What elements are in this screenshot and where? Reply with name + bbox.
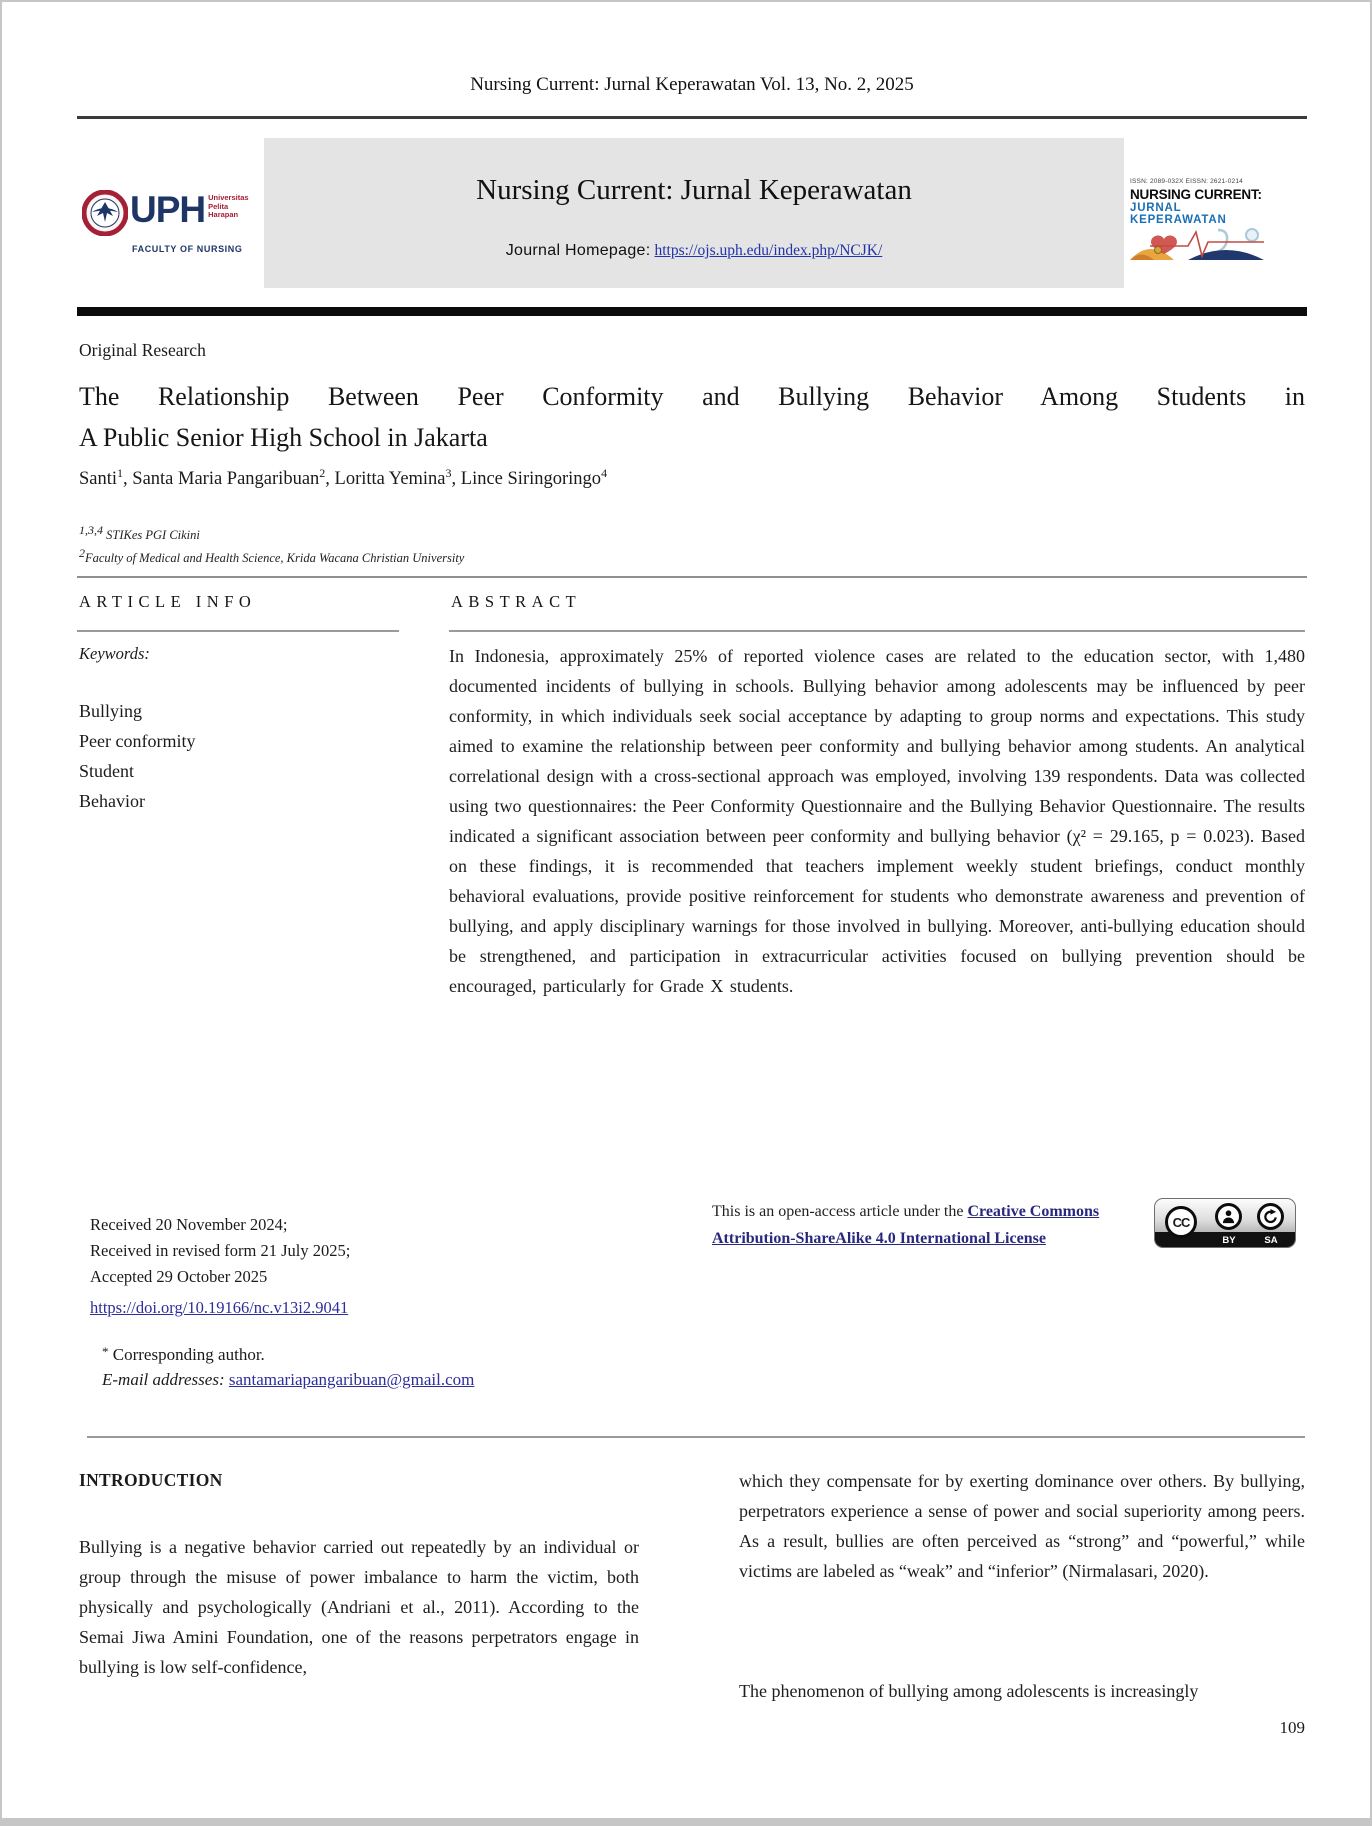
introduction-right-column-p1: which they compensate for by exerting dominance over others. By bullying, perpetrators experience a sense of power and social superiority among peers. As a result, bullies are often perceived as “strong” and “powerful,” while victims are labeled as “weak” and “inferior” (Nirmalasari, 2020).	[739, 1471, 1305, 1581]
email-row	[102, 1370, 474, 1390]
journal-logo-title: NURSING CURRENT:	[1130, 187, 1262, 202]
uph-line1: Universitas	[208, 193, 249, 202]
affiliation-1	[79, 522, 464, 545]
introduction-heading: INTRODUCTION	[79, 1470, 223, 1490]
journal-title: Nursing Current: Jurnal Keperawatan	[476, 174, 912, 206]
license-statement	[712, 1198, 1182, 1252]
cc-by-sa-badge[interactable]	[1154, 1198, 1296, 1248]
journal-logo-illustration	[1130, 226, 1270, 265]
journal-logo	[1130, 178, 1270, 265]
article-info-heading: ARTICLE INFO	[79, 592, 257, 611]
abstract-text: In Indonesia, approximately 25% of reported violence cases are related to the education sector, with 1,480 documented incidents of bullying in schools. Bullying behavior among adolescents may be influenced by peer conformity, in which individuals seek social acceptance by adapting to group norms and expectations. This study aimed to examine the relationship between peer conformity and bullying behavior among students. An analytical correlational design with a cross-sectional approach was employed, involving 139 respondents. Data was collected using two questionnaires: the Peer Conformity Questionnaire and the Bullying Behavior Questionnaire. The results indicated a significant association between peer conformity and bullying behavior (χ² = 29.165, p = 0.023). Based on these findings, it is recommended that teachers implement weekly student briefings, conduct monthly behavioral evaluations, provide positive reinforcement for students who demonstrate awareness and prevention of bullying, and apply disciplinary warnings for those involved in bullying. Moreover, anti-bullying education should be strengthened, and participation in extracurricular activities focused on bullying prevention should be encouraged, particularly for Grade X students.	[449, 646, 1305, 996]
author-sup: 4	[601, 466, 608, 480]
author-sup: 2	[319, 466, 326, 480]
revised-date: Received in revised form 21 July 2025;	[90, 1241, 351, 1260]
journal-logo-subtitle: JURNAL KEPERAWATAN	[1130, 202, 1227, 226]
keyword: Student	[79, 761, 135, 781]
affiliation-text: STIKes PGI Cikini	[103, 528, 200, 543]
license-prefix: This is an open-access article under the	[712, 1203, 968, 1220]
uph-acronym: UPH	[130, 189, 206, 230]
introduction-right-column-p2: The phenomenon of bullying among adolescents is increasingly	[739, 1681, 1199, 1701]
received-date: Received 20 November 2024;	[90, 1215, 288, 1234]
article-type: Original Research	[79, 340, 206, 360]
running-head: Nursing Current: Jurnal Keperawatan Vol. 13, No. 2, 2025	[470, 74, 914, 95]
abstract-underline	[449, 630, 1305, 632]
article-title-line2: A Public Senior High School in Jakarta	[79, 423, 488, 452]
uph-line2: Pelita	[208, 201, 229, 211]
accepted-date: Accepted 29 October 2025	[90, 1267, 268, 1286]
introduction-top-rule	[87, 1436, 1305, 1438]
doi-link[interactable]: https://doi.org/10.19166/nc.v13i2.9041	[90, 1298, 349, 1317]
page-number: 109	[1279, 1718, 1305, 1737]
affiliation-text: Faculty of Medical and Health Science, Krida Wacana Christian University	[85, 550, 465, 565]
corresponding-star: *	[102, 1344, 109, 1359]
uph-emblem-icon	[82, 190, 128, 241]
email-link[interactable]: santamariapangaribuan@gmail.com	[228, 1370, 475, 1389]
email-label: E-mail addresses:	[102, 1370, 229, 1389]
by-label: BY	[1222, 1235, 1236, 1246]
header-rule	[77, 116, 1307, 119]
license-link[interactable]: Creative Commons Attribution-ShareAlike 4.0 International License	[712, 1203, 1100, 1247]
author: , Santa Maria Pangaribuan	[123, 469, 320, 490]
by-person-icon	[1215, 1203, 1242, 1230]
article-history	[90, 1212, 350, 1290]
keywords-list	[79, 696, 195, 816]
affiliation-sup: 1,3,4	[79, 523, 103, 537]
doi-row	[90, 1298, 348, 1318]
sa-arrow-icon	[1257, 1203, 1284, 1230]
article-info-underline	[77, 630, 399, 632]
journal-banner	[264, 138, 1124, 288]
abstract-heading: ABSTRACT	[451, 592, 582, 611]
journal-homepage-row	[264, 242, 1124, 260]
author-sup: 1	[117, 466, 124, 480]
section-divider-bar	[77, 307, 1307, 316]
issn-line: ISSN: 2089-032X EISSN: 2621-0214	[1130, 178, 1243, 185]
article-title-line1: The Relationship Between Peer Conformity and Bullying Behavior Among Students in	[79, 382, 1305, 411]
author: , Loritta Yemina	[325, 469, 446, 490]
author-sup: 3	[445, 466, 452, 480]
affiliation-sup: 2	[79, 545, 85, 560]
uph-university-name	[208, 194, 248, 220]
affiliation-2	[79, 545, 464, 568]
author: Santi	[79, 469, 118, 490]
uph-line3: Harapan	[208, 210, 239, 219]
sa-label: SA	[1264, 1235, 1278, 1246]
homepage-label: Journal Homepage:	[505, 242, 651, 259]
keyword: Behavior	[79, 791, 145, 811]
keyword: Peer conformity	[79, 731, 196, 751]
article-title	[79, 376, 1305, 458]
corresponding-text: Corresponding author.	[108, 1345, 265, 1364]
keywords-label: Keywords:	[79, 644, 150, 663]
uph-faculty-label: FACULTY OF NURSING	[132, 244, 243, 254]
homepage-link[interactable]: https://ojs.uph.edu/index.php/NCJK/	[654, 242, 883, 259]
author: , Lince Siringoringo	[451, 469, 602, 490]
affiliations	[79, 522, 464, 567]
keyword: Bullying	[79, 701, 143, 721]
cc-icon: CC	[1165, 1206, 1197, 1238]
uph-logo	[82, 190, 247, 262]
article-info-top-rule	[77, 576, 1307, 578]
author-list	[79, 466, 607, 490]
introduction-left-column: Bullying is a negative behavior carried out repeatedly by an individual or group through the misuse of power imbalance to harm the victim, both physically and psychologically (Andriani et al., 2011). According to the Semai Jiwa Amini Foundation, one of the reasons perpetrators engage in bullying is low self-confidence,	[79, 1537, 639, 1677]
corresponding-author-note	[102, 1344, 265, 1365]
